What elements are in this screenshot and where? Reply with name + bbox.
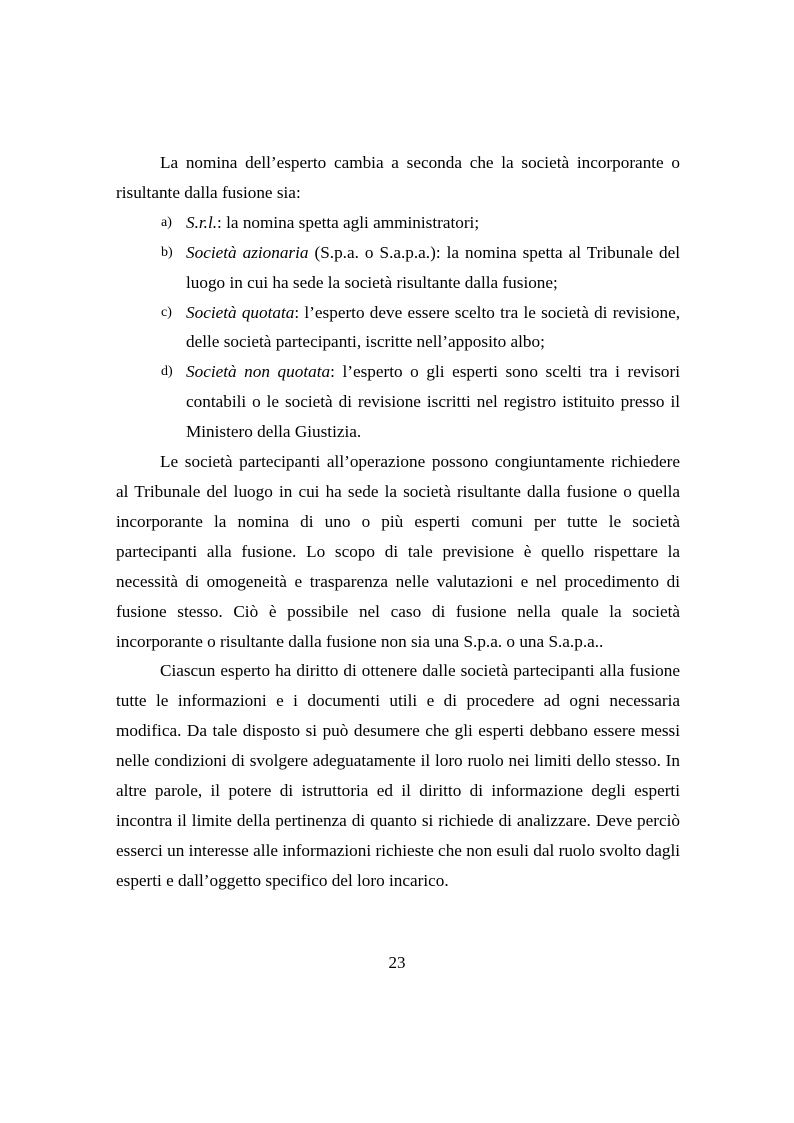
document-body: [116, 148, 680, 896]
list-marker: a): [161, 214, 172, 230]
list-term: S.r.l.: [186, 212, 218, 232]
list-item: [116, 238, 680, 298]
list-term: Società quotata: [186, 302, 295, 322]
list-text: : l’esperto o gli esperti sono scelti tra i revisori contabili o le società di revisione iscritti nel registro istituito presso il Ministero della Giustizia.: [186, 362, 681, 442]
list-item: [116, 357, 680, 447]
list-text: : la nomina spetta agli amministratori;: [217, 212, 480, 232]
list-marker: b): [161, 244, 173, 260]
list-text: : l’esperto deve essere scelto tra le società di revisione, delle società partecipanti, iscritte nell’apposito albo;: [186, 302, 680, 352]
list-text: (S.p.a. o S.a.p.a.): la nomina spetta al Tribunale del luogo in cui ha sede la società risultante dalla fusione;: [186, 242, 680, 292]
intro-paragraph: La nomina dell’esperto cambia a seconda che la società incorporante o risultante dalla fusione sia:: [116, 153, 680, 202]
list-item: [116, 298, 680, 358]
list-item: [116, 208, 680, 238]
expert-appointment-list: [116, 208, 680, 447]
list-marker: d): [161, 364, 173, 380]
page-number: 23: [388, 953, 406, 972]
list-marker: c): [161, 304, 172, 320]
body-paragraph: Ciascun esperto ha diritto di ottenere dalle società partecipanti alla fusione tutte le informazioni e i documenti utili e di procedere ad ogni necessaria modifica. Da tale disposto si può desumere che gli esperti debbano essere messi nelle condizioni di svolgere adeguatamente il loro ruolo nei limiti dello stesso. In altre parole, il potere di istruttoria ed il diritto di informazione degli esperti incontra il limite della pertinenza di quanto si richiede di analizzare. Deve perciò esserci un interesse alle informazioni richieste che non esuli dal ruolo svolto dagli esperti e dall’oggetto specifico del loro incarico.: [116, 661, 680, 890]
list-term: Società non quotata: [186, 362, 331, 382]
body-paragraph: Le società partecipanti all’operazione possono congiuntamente richiedere al Tribunale del luogo in cui ha sede la società risultante dalla fusione o quella incorporante la nomina di uno o più esperti comuni per tutte le società partecipanti alla fusione. Lo scopo di tale previsione è quello rispettare la necessità di omogeneità e trasparenza nelle valutazioni e nel procedimento di fusione stesso. Ciò è possibile nel caso di fusione nella quale la società incorporante o risultante dalla fusione non sia una S.p.a. o una S.a.p.a..: [116, 452, 680, 651]
list-term: Società azionaria: [186, 242, 309, 262]
